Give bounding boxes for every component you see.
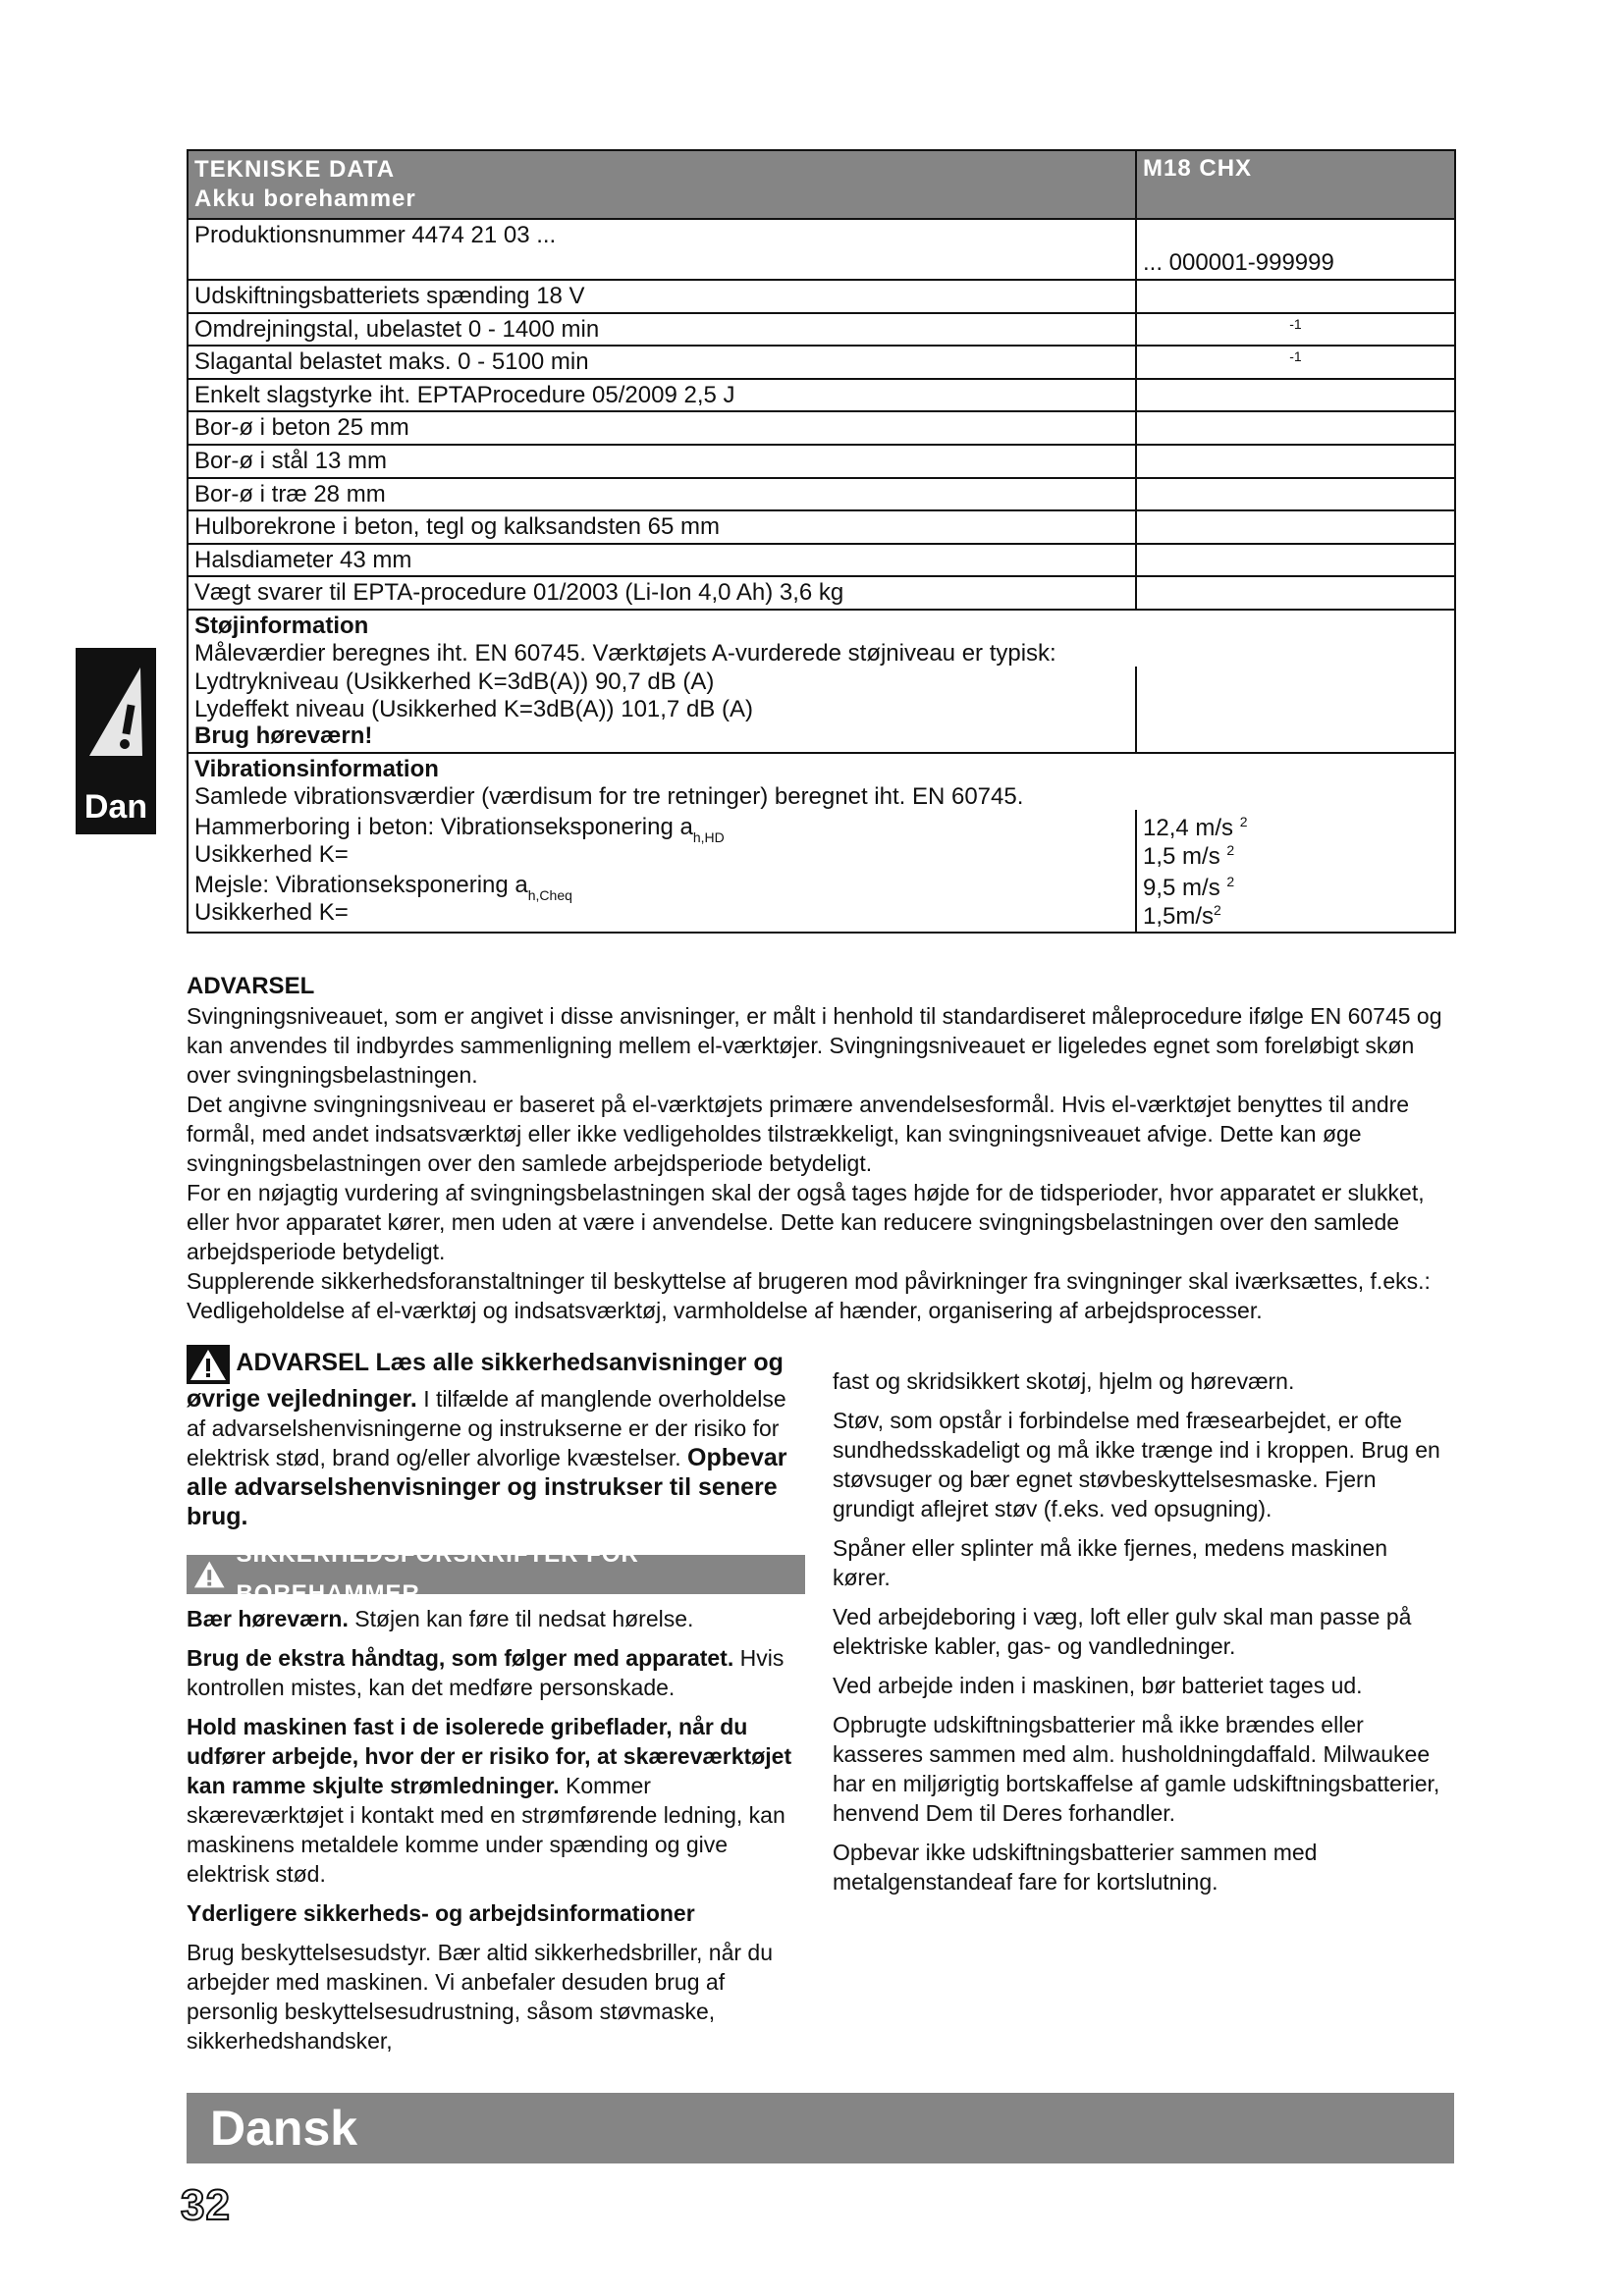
general-warning-bold: Læs alle sikkerhedsanvisninger og øvrige vejledninger.: [187, 1349, 784, 1413]
spec-label: Vægt svarer til EPTA-procedure 01/2003 (Li-Ion 4,0 Ah) 3,6 kg: [188, 576, 1136, 610]
spec-value: [1136, 576, 1455, 610]
spec-label: Enkelt slagstyrke iht. EPTAProcedure 05/2009 2,5 J: [188, 379, 1136, 412]
section-title: SIKKERHEDSFORSKRIFTER FOR BOREHAMMER: [236, 1541, 639, 1607]
production-number-row: [188, 219, 1455, 280]
production-number-value: ... 000001-999999: [1136, 219, 1455, 280]
spec-row: [188, 544, 1455, 577]
spec-row: [188, 313, 1455, 347]
chisel-uncertainty-label: Usikkerhed K=: [194, 898, 349, 926]
production-number-label: Produktionsnummer 4474 21 03 ...: [188, 219, 1136, 280]
spec-label: Udskiftningsbatteriets spænding 18 V: [188, 280, 1136, 313]
spec-row: [188, 576, 1455, 610]
right-paragraph-1: fast og skridsikkert skotøj, hjelm og høreværn.: [833, 1368, 1295, 1394]
general-warning-text: I tilfælde af manglende overholdelse af advarselshenvisningerne og instrukserne er der risiko for elektrisk stød, brand og/eller alvorlige kvæstelser.: [187, 1386, 786, 1470]
vibration-intro: Samlede vibrationsværdier (værdisum for tre retninger) beregnet iht. EN 60745.: [194, 782, 1024, 810]
rule-protective-gear: Brug beskyttelsesudstyr. Bær altid sikkerhedsbriller, når du arbejder med maskinen. Vi anbefaler desuden brug af personlig beskyttelsesudrustning, såsom støvmaske, sikkerhedshandsker,: [187, 1940, 773, 2054]
noise-pressure: Lydtrykniveau (Usikkerhed K=3dB(A)) 90,7 dB (A): [194, 668, 715, 696]
spec-label: Omdrejningstal, ubelastet 0 - 1400 min: [188, 313, 1136, 347]
right-paragraph-7: Opbevar ikke udskiftningsbatterier sammen med metalgenstandeaf fare for kortslutning.: [833, 1840, 1318, 1895]
spec-value: [1136, 411, 1455, 445]
footer-language-bar: Dansk: [187, 2093, 1454, 2163]
section-header-bar: [187, 1541, 805, 1607]
language-side-tab: [76, 648, 156, 834]
table-subtitle: Akku borehammer: [194, 186, 416, 212]
general-warning: [187, 1345, 805, 1531]
chisel-label: Mejsle: Vibrationseksponering a: [194, 872, 528, 899]
chisel-subscript: h,Cheq: [527, 887, 572, 904]
spec-value: [1136, 478, 1455, 511]
vibration-warning-block: [187, 972, 1458, 1325]
spec-value: [1136, 445, 1455, 478]
spec-label: Halsdiameter 43 mm: [188, 544, 1136, 577]
rule-handle: Brug de ekstra håndtag, som følger med apparatet. Hvis kontrollen mistes, kan det medføre personskade.: [187, 1645, 785, 1700]
vibration-title: Vibrationsinformation: [194, 755, 439, 782]
spec-value: -1: [1136, 346, 1455, 379]
warning-paragraph-1: Svingningsniveauet, som er angivet i disse anvisninger, er målt i henhold til standardiseret måleprocedure ifølge EN 60745 og kan anvendes til indbyrdes sammenligning mellem el-værktøjer. Svingningsniveauet er ligeledes egnet som foreløbigt skøn over svingningsbelastningen.: [187, 1003, 1442, 1088]
hammer-uncertainty-label: Usikkerhed K=: [194, 840, 349, 868]
right-paragraph-6: Opbrugte udskiftningsbatterier må ikke brændes eller kasseres sammen med alm. husholdningdaffald. Milwaukee har en miljørigtig bortskaffelse af gamle udskiftningsbatterier, henvend Dem til Deres forhandler.: [833, 1712, 1440, 1826]
vibration-section: [188, 753, 1455, 810]
hammer-subscript: h,HD: [692, 829, 725, 846]
right-paragraph-5: Ved arbejde inden i maskinen, bør batteriet tages ud.: [833, 1673, 1363, 1698]
right-paragraph-4: Ved arbejdeboring i væg, loft eller gulv skal man passe på elektriske kabler, gas- og vandledninger.: [833, 1604, 1412, 1659]
right-paragraph-2: Støv, som opstår i forbindelse med fræsearbejdet, er ofte sundhedsskadeligt og må ikke trænge ind i kroppen. Brug en støvsuger og bær egnet støvbeskyttelsesmaske. Fjern grundigt aflejret støv (f.eks. ved opsugning).: [833, 1408, 1440, 1522]
technical-data-table: [187, 149, 1456, 934]
general-warning-bold-2: Opbevar alle advarselshenvisninger og instrukser til senere brug.: [187, 1444, 787, 1530]
model-name: M18 CHX: [1136, 150, 1455, 219]
right-column: [833, 1366, 1451, 1906]
spec-label: Bor-ø i stål 13 mm: [188, 445, 1136, 478]
spec-value: [1136, 280, 1455, 313]
noise-values: [188, 667, 1455, 753]
table-title: TEKNISKE DATA: [194, 156, 396, 183]
left-column: [187, 1345, 805, 2065]
warning-title: ADVARSEL: [187, 973, 315, 999]
spec-row: [188, 445, 1455, 478]
spec-row: [188, 280, 1455, 313]
hammer-label: Hammerboring i beton: Vibrationseksponering a: [194, 814, 693, 841]
spec-label: Slagantal belastet maks. 0 - 5100 min: [188, 346, 1136, 379]
noise-intro: Måleværdier beregnes iht. EN 60745. Værktøjets A-vurderede støjniveau er typisk:: [194, 639, 1056, 667]
warning-paragraph-2: Det angivne svingningsniveau er baseret på el-værktøjets primære anvendelsesformål. Hvis el-værktøjet benyttes til andre formål, med andet indsatsværktøj eller ikke vedligeholdes tilstrækkeligt, kan svingningsniveauet afvige. Dette kan øge svingningsbelastningen over den samlede arbejdsperiode betydeligt.: [187, 1092, 1410, 1176]
table-header-row: [188, 150, 1455, 219]
hammer-value: 12,4 m/s: [1143, 815, 1234, 842]
chisel-value: 9,5 m/s: [1143, 875, 1220, 902]
spec-label: Hulborekrone i beton, tegl og kalksandsten 65 mm: [188, 510, 1136, 544]
noise-title: Støjinformation: [194, 612, 369, 639]
general-warning-word: ADVARSEL: [236, 1349, 370, 1377]
rule-hearing: Bær høreværn. Støjen kan føre til nedsat hørelse.: [187, 1606, 694, 1631]
warning-triangle-icon: [187, 1345, 230, 1384]
spec-value: [1136, 379, 1455, 412]
sub-heading: Yderligere sikkerheds- og arbejdsinformationer: [187, 1900, 695, 1926]
spec-label: Bor-ø i beton 25 mm: [188, 411, 1136, 445]
spec-row: [188, 346, 1455, 379]
rule-insulated-grip: Hold maskinen fast i de isolerede gribeflader, når du udfører arbejde, hvor der er risiko for, at skæreværktøjet kan ramme skjulte strømledninger. Kommer skæreværktøjet i kontakt med en strømførende ledning, kan maskinens metaldele komme under spænding og give elektrisk stød.: [187, 1714, 792, 1887]
warning-triangle-icon: [76, 648, 156, 785]
spec-label: Bor-ø i træ 28 mm: [188, 478, 1136, 511]
spec-value: -1: [1136, 313, 1455, 347]
page-number: 32: [181, 2181, 231, 2229]
spec-row: [188, 510, 1455, 544]
right-paragraph-3: Spåner eller splinter må ikke fjernes, medens maskinen kører.: [833, 1535, 1388, 1590]
chisel-uncertainty-value: 1,5m/s: [1143, 902, 1215, 930]
spec-row: [188, 411, 1455, 445]
warning-triangle-icon: [192, 1559, 226, 1590]
warning-paragraph-4: Supplerende sikkerhedsforanstaltninger til beskyttelse af brugeren mod påvirkninger fra svingninger skal iværksættes, f.eks.: Vedligeholdelse af el-værktøj og indsatsværktøj, varmholdelse af hænder, organisering af arbejdsprocesser.: [187, 1268, 1431, 1323]
spec-row: [188, 379, 1455, 412]
warning-paragraph-3: For en nøjagtig vurdering af svingningsbelastningen skal der også tages højde for de tidsperioder, hvor apparatet er slukket, eller hvor apparatet kører, men uden at være i anvendelse. Dette kan reducere svingningsbelastningen over den samlede arbejdsperiode betydeligt.: [187, 1180, 1425, 1264]
vibration-values: Hammerboring i beton: Vibrationseksponering $a_{h,HD}$ Usikkerhed K= Mejsle: Vibrationseksponering $a_{h,Cheq}$ Usikkerhed K= 12,4 m/s $^2$ 1,5 m/s $^2$ 9,5 m/s $^2$ $1,5m/s^2$: [188, 810, 1455, 933]
spec-row: [188, 478, 1455, 511]
noise-section: [188, 610, 1455, 667]
noise-power: Lydeffekt niveau (Usikkerhed K=3dB(A)) 101,7 dB (A): [194, 695, 753, 722]
spec-value: [1136, 544, 1455, 577]
side-tab-label: Dan: [83, 788, 148, 826]
noise-warning: Brug høreværn!: [194, 722, 373, 750]
spec-value: [1136, 510, 1455, 544]
hammer-uncertainty-value: 1,5 m/s: [1143, 842, 1220, 870]
